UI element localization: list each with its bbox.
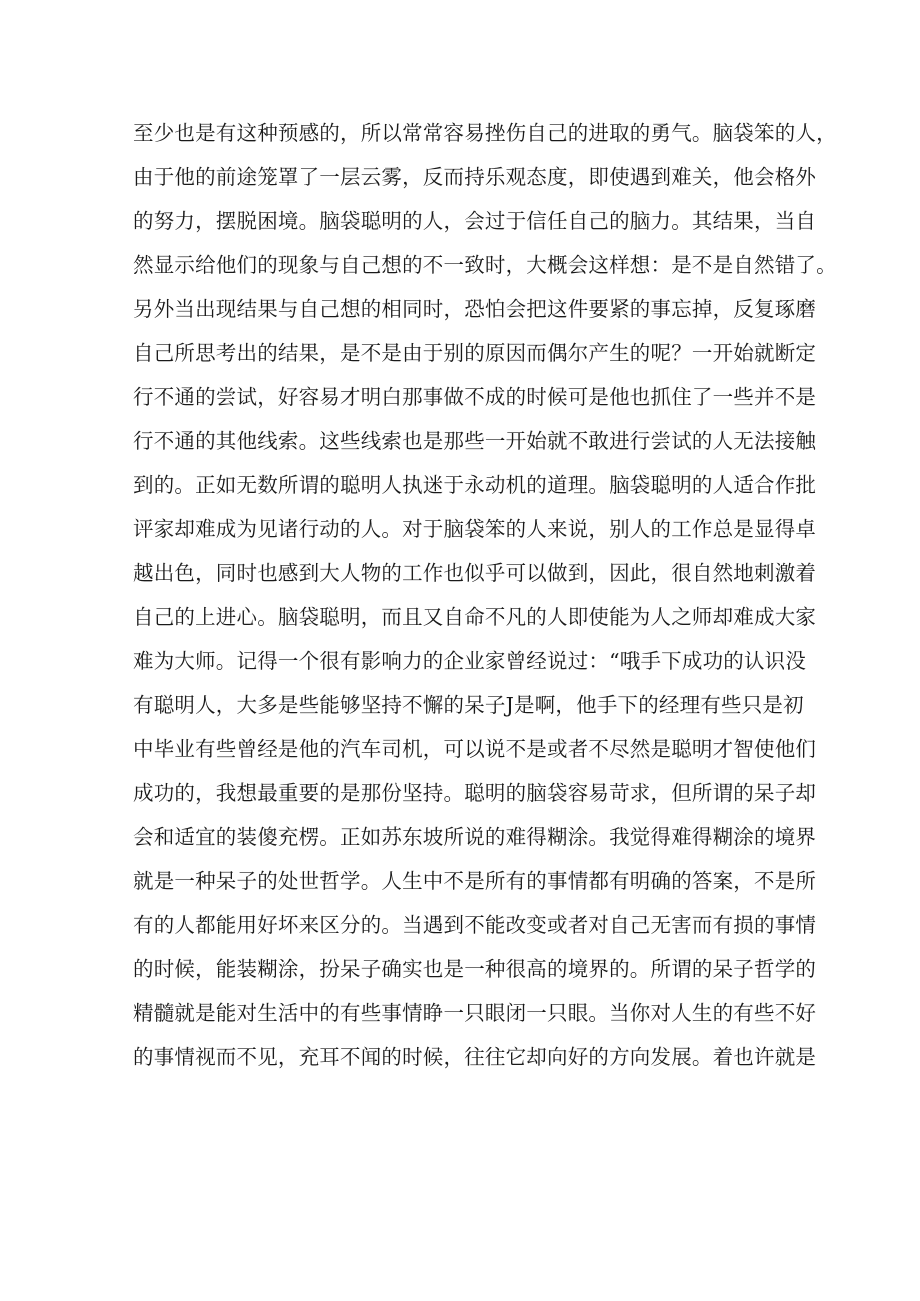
- text-line: 的时候，能装糊涂，扮呆子确实也是一种很高的境界的。所谓的呆子哲学的: [133, 957, 817, 981]
- text-line: 行不通的尝试，好容易才明白那事做不成的时候可是他也抓住了一些并不是: [133, 385, 817, 409]
- text-line: 有聪明人，大多是些能够坚持不懈的呆子J是啊，他手下的经理有些只是初: [133, 693, 804, 717]
- text-line: 成功的，我想最重要的是那份坚持。聪明的脑袋容易苛求，但所谓的呆子却: [133, 781, 817, 805]
- text-line: 行不通的其他线索。这些线索也是那些一开始就不敢进行尝试的人无法接触: [133, 429, 817, 453]
- text-line: 的事情视而不见，充耳不闻的时候，往往它却向好的方向发展。着也许就是: [133, 1045, 817, 1069]
- text-line: 自己所思考出的结果，是不是由于别的原因而偶尔产生的呢？一开始就断定: [133, 341, 817, 365]
- text-line: 有的人都能用好坏来区分的。当遇到不能改变或者对自己无害而有损的事情: [133, 913, 817, 937]
- text-line: 自己的上进心。脑袋聪明，而且又自命不凡的人即使能为人之师却难成大家: [133, 605, 817, 629]
- text-line: 由于他的前途笼罩了一层云雾，反而持乐观态度，即使遇到难关，他会格外: [133, 165, 817, 189]
- text-line: 精髓就是能对生活中的有些事情睁一只眼闭一只眼。当你对人生的有些不好: [133, 1001, 817, 1025]
- text-line: 就是一种呆子的处世哲学。人生中不是所有的事情都有明确的答案，不是所: [133, 869, 817, 893]
- text-line: 评家却难成为见诸行动的人。对于脑袋笨的人来说，别人的工作总是显得卓: [133, 517, 817, 541]
- body-text: [133, 111, 837, 1079]
- text-line: 难为大师。记得一个很有影响力的企业家曾经说过：“哦手下成功的认识没: [133, 649, 807, 673]
- text-line: 另外当出现结果与自己想的相同时，恐怕会把这件要紧的事忘掉，反复琢磨: [133, 297, 817, 321]
- text-line: 会和适宜的装傻充楞。正如苏东坡所说的难得糊涂。我觉得难得糊涂的境界: [133, 825, 817, 849]
- text-line: 的努力，摆脱困境。脑袋聪明的人，会过于信任自己的脑力。其结果，当自: [133, 209, 817, 233]
- text-line: 到的。正如无数所谓的聪明人执迷于永动机的道理。脑袋聪明的人适合作批: [133, 473, 817, 497]
- text-line: 至少也是有这种预感的，所以常常容易挫伤自己的进取的勇气。脑袋笨的人，: [133, 121, 837, 145]
- text-line: 越出色，同时也感到大人物的工作也似乎可以做到，因此，很自然地刺激着: [133, 561, 817, 585]
- text-line: 然显示给他们的现象与自己想的不一致时，大概会这样想：是不是自然错了。: [133, 253, 837, 277]
- text-line: 中毕业有些曾经是他的汽车司机，可以说不是或者不尽然是聪明才智使他们: [133, 737, 817, 761]
